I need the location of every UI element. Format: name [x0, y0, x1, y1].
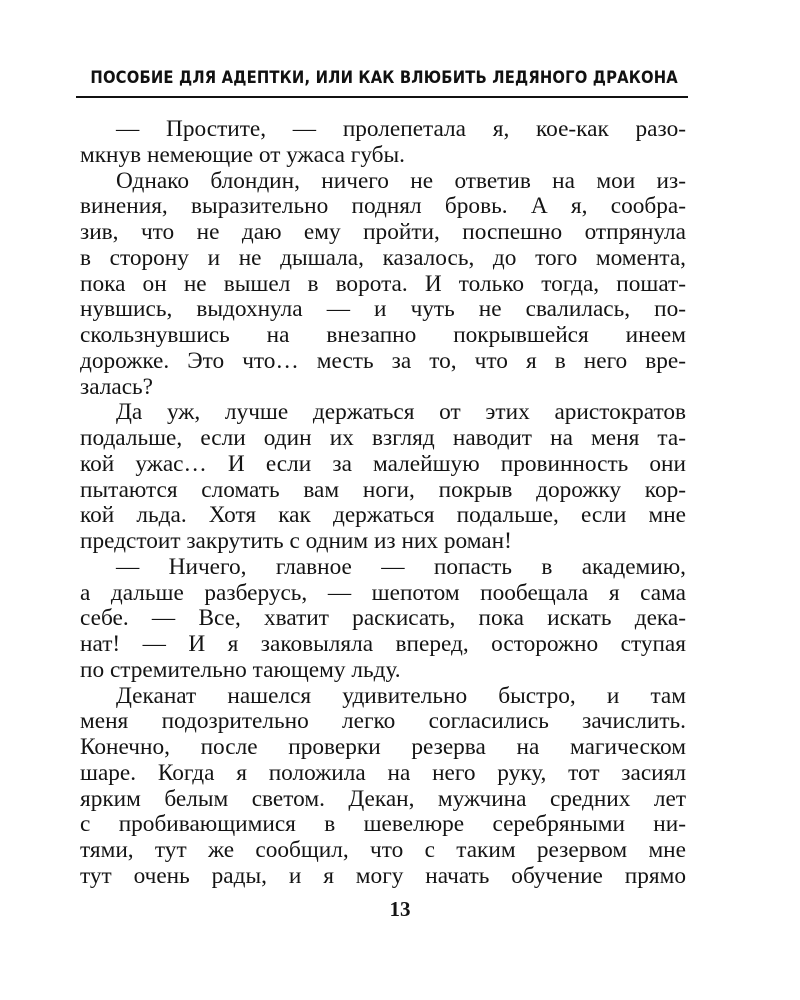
paragraph	[80, 169, 686, 401]
text-line: кой ужас… И если за малейшую провинность они	[80, 450, 686, 477]
text-line: меня подозрительно легко согласились зачислить.	[80, 708, 686, 735]
text-line: зив, что не даю ему пройти, поспешно отпрянула	[80, 219, 686, 245]
text-line: Да уж, лучше держаться от этих аристократов	[116, 399, 686, 426]
paragraph	[80, 684, 686, 890]
text-line: — Ничего, главное — попасть в академию,	[116, 553, 686, 580]
text-line: кой льда. Хотя как держаться подальше, если мне	[80, 502, 686, 529]
text-line: залась?	[80, 373, 154, 400]
text-line: а дальше разберусь, — шепотом пообещала я сама	[80, 579, 686, 606]
paragraph	[80, 117, 686, 169]
text-line: винения, выразительно поднял бровь. А я, сообра-	[80, 193, 686, 220]
text-line: пытаются сломать вам ноги, покрыв дорожку кор-	[80, 476, 686, 503]
text-line: — Простите, — пролепетала я, кое-как разо-	[116, 116, 686, 142]
text-line: мкнув немеющие от ужаса губы.	[80, 141, 406, 168]
text-line: тут очень рады, и я могу начать обучение прямо	[80, 862, 686, 889]
text-line: Деканат нашелся удивительно быстро, и там	[116, 682, 686, 709]
text-line: Конечно, после проверки резерва на магическом	[80, 734, 686, 760]
paragraph	[80, 400, 686, 555]
text-line: пока он не вышел в ворота. И только тогда, пошат-	[80, 270, 686, 297]
header-rule	[76, 96, 688, 98]
text-line: ярким белым светом. Декан, мужчина средних лет	[80, 785, 686, 812]
text-line: тями, тут же сообщил, что с таким резервом мне	[80, 837, 686, 863]
text-line: по стремительно тающему льду.	[80, 656, 401, 683]
text-line: в сторону и не дышала, казалось, до того момента,	[80, 244, 686, 271]
text-line: скользнувшись на внезапно покрывшейся инеем	[80, 322, 686, 348]
running-header: ПОСОБИЕ ДЛЯ АДЕПТКИ, ИЛИ КАК ВЛЮБИТЬ ЛЕДЯНОГО ДРАКОНА	[90, 68, 678, 88]
text-line: подальше, если один их взгляд наводит на меня та-	[80, 425, 686, 451]
text-line: себе. — Все, хватит раскисать, пока искать дека-	[80, 605, 686, 632]
text-line: шаре. Когда я положила на него руку, тот засиял	[80, 759, 686, 786]
page-number: 13	[389, 897, 411, 921]
paragraph	[80, 555, 686, 684]
text-line: предстоит закрутить с одним из них роман!	[80, 528, 512, 554]
text-line: нувшись, выдохнула — и чуть не свалилась, по-	[80, 296, 686, 323]
text-line: Однако блондин, ничего не ответив на мои из-	[116, 167, 686, 194]
text-line: дорожке. Это что… месть за то, что я в него вре-	[80, 347, 686, 374]
body-text	[80, 117, 686, 890]
text-line: с пробивающимися в шевелюре серебряными ни-	[80, 811, 686, 838]
text-line: нат! — И я заковыляла вперед, осторожно ступая	[80, 631, 686, 657]
